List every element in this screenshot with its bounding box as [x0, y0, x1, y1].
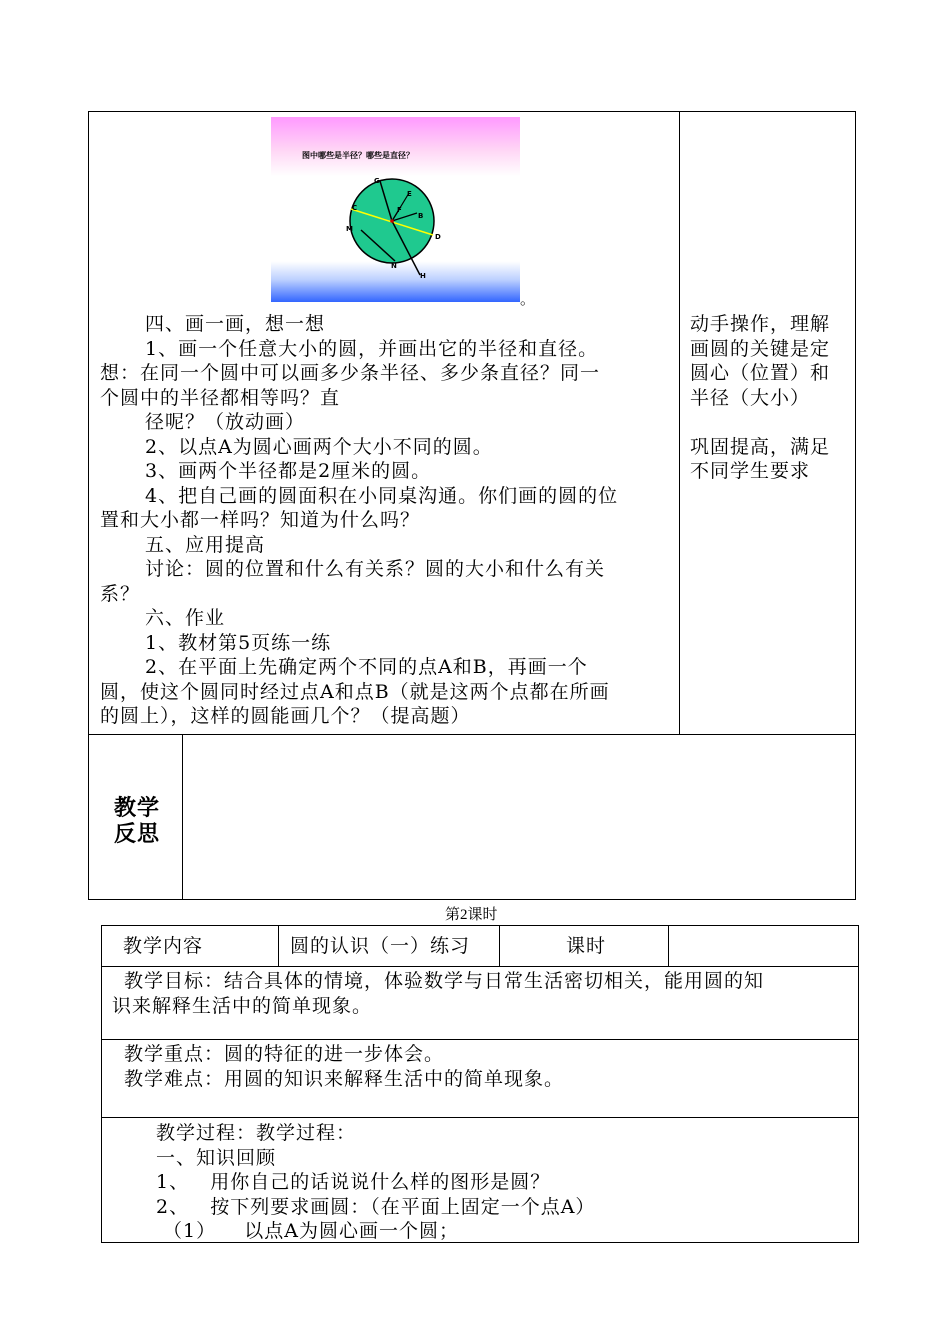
- side-note-line: 半径（大小）: [690, 386, 811, 409]
- column-divider: [668, 925, 669, 967]
- difficulty: 教学难点：用圆的知识来解释生活中的简单现象。: [124, 1067, 565, 1090]
- text-line: 系？: [100, 582, 141, 605]
- content-label: 教学内容: [123, 935, 204, 957]
- side-note-line: 动手操作，理解: [690, 313, 831, 335]
- reflection-divider: [182, 734, 183, 900]
- reflection-label: 反思: [114, 821, 161, 847]
- text-line: 个圆中的半径都相等吗？直: [100, 386, 341, 409]
- lesson-heading: 第2课时: [445, 907, 498, 923]
- hours-label: 课时: [566, 935, 607, 957]
- text-line: 2、在平面上先确定两个不同的点A和B，再画一个: [145, 656, 588, 678]
- text-line: 想：在同一个圆中可以画多少条半径、多少条直径？同一: [100, 362, 601, 384]
- process-line: （1） 以点A为圆心画一个圆；: [163, 1220, 459, 1242]
- objective-line: 教学目标：结合具体的情境，体验数学与日常生活密切相关，能用圆的知: [124, 970, 765, 992]
- radius-diameter-figure: [271, 117, 520, 302]
- label-e: E: [407, 190, 412, 198]
- row-divider: [88, 734, 856, 735]
- objective-line: 识来解释生活中的简单现象。: [112, 994, 373, 1017]
- side-note-line: 画圆的关键是定: [690, 337, 831, 360]
- row-divider: [101, 1117, 859, 1118]
- side-note-line: 巩固提高，满足: [690, 435, 831, 458]
- side-note-line: 圆心（位置）和: [690, 362, 831, 384]
- text-line: 四、画一画，想一想: [145, 313, 326, 335]
- figure-svg: [271, 117, 520, 302]
- column-divider: [679, 111, 680, 735]
- side-note-line: 不同学生要求: [690, 460, 811, 482]
- text-line: 五、应用提高: [145, 533, 266, 556]
- label-d: D: [435, 233, 441, 241]
- column-divider: [499, 925, 500, 967]
- label-h: H: [420, 272, 426, 280]
- row-divider: [101, 966, 859, 967]
- label-n: N: [391, 262, 397, 270]
- text-line: 4、把自己画的圆面积在小同桌沟通。你们画的圆的位: [145, 484, 619, 507]
- text-line: 讨论：圆的位置和什么有关系？圆的大小和什么有关: [145, 558, 606, 580]
- column-divider: [278, 925, 279, 967]
- text-line: 圆，使这个圆同时经过点A和点B（就是这两个点都在所画: [100, 680, 610, 703]
- label-f: F: [397, 206, 402, 214]
- label-m: M: [346, 225, 353, 233]
- text-line: 的圆上），这样的圆能画几个？（提高题）: [100, 705, 471, 727]
- text-line: 3、画两个半径都是2厘米的圆。: [145, 460, 432, 482]
- text-line: 1、教材第5页练一练: [145, 631, 332, 654]
- label-g: G: [374, 177, 380, 185]
- text-line: 六、作业: [145, 607, 226, 629]
- text-line: 径呢？（放动画）: [145, 411, 306, 433]
- process-line: 教学过程：教学过程：: [156, 1122, 357, 1144]
- label-b: B: [418, 212, 424, 220]
- text-line: 置和大小都一样吗？知道为什么吗？: [100, 509, 421, 531]
- figure-trailing-mark: 。: [520, 290, 536, 308]
- figure-question: 图中哪些是半径？哪些是直径？: [302, 151, 414, 160]
- text-line: 1、画一个任意大小的圆，并画出它的半径和直径。: [145, 337, 599, 360]
- text-line: 2、以点A为圆心画两个大小不同的圆。: [145, 435, 493, 458]
- process-line: 2、 按下列要求画圆：（在平面上固定一个点A）: [156, 1195, 596, 1218]
- row-divider: [101, 1039, 859, 1040]
- reflection-label: 教学: [114, 795, 161, 821]
- content-value: 圆的认识（一）练习: [290, 935, 471, 957]
- process-line: 1、 用你自己的话说说什么样的图形是圆？: [156, 1171, 551, 1193]
- label-c: C: [352, 204, 358, 212]
- key-point: 教学重点：圆的特征的进一步体会。: [124, 1043, 445, 1065]
- center-dot: [390, 219, 394, 223]
- process-line: 一、知识回顾: [156, 1146, 277, 1169]
